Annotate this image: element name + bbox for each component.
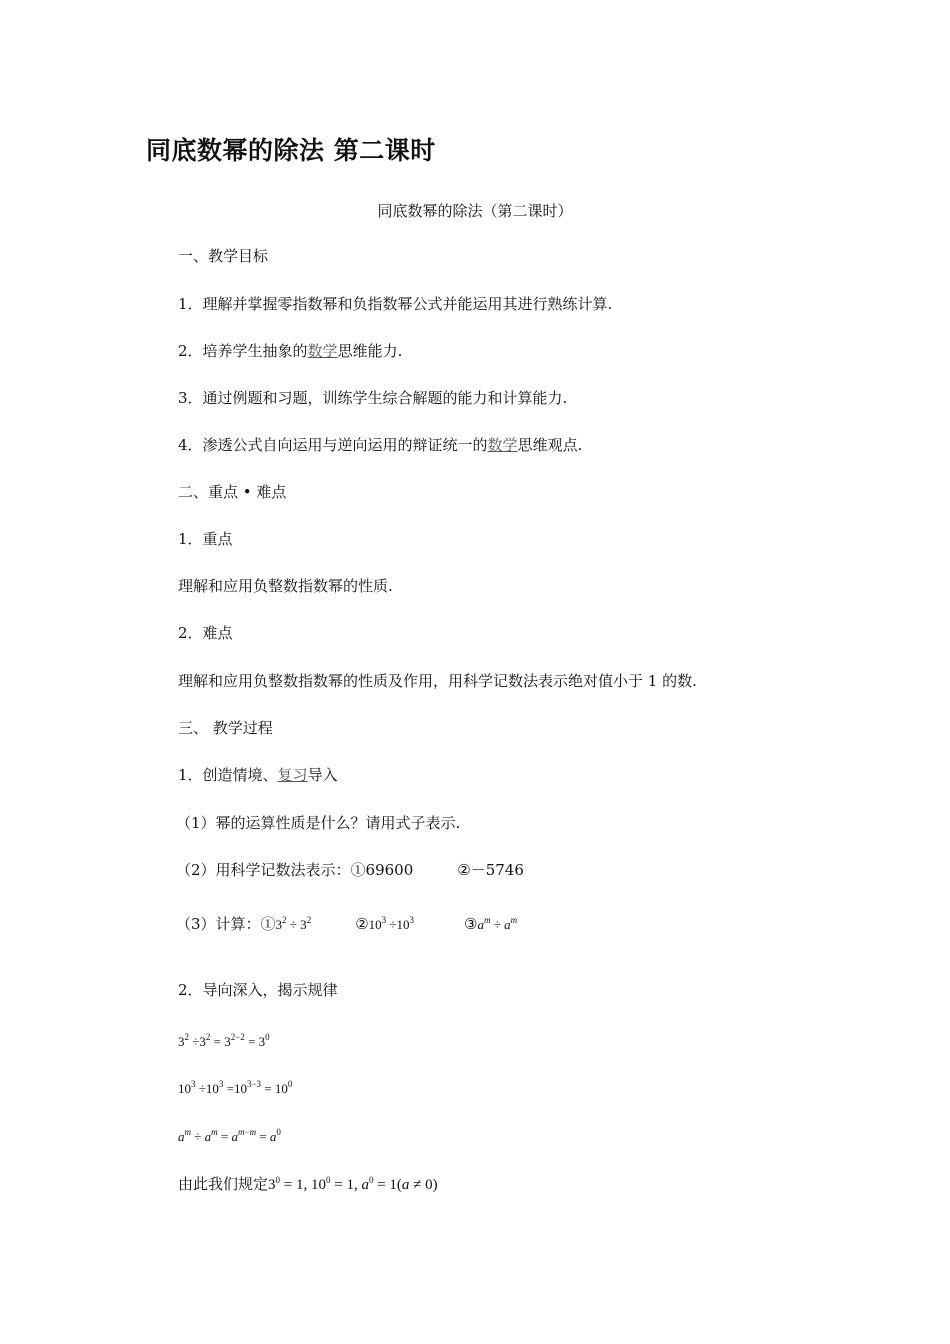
objective-1: 1．理解并掌握零指数幂和负指数幂公式并能运用其进行熟练计算.	[178, 295, 613, 313]
question-2-label: （2）用科学记数法表示：①69600	[176, 861, 414, 879]
expr-3sq-div-3sq: $3^2 \div 3^2$	[275, 915, 312, 932]
objective-4-tail: 思维观点.	[517, 436, 583, 454]
math-link[interactable]: 数学	[307, 342, 338, 360]
objective-4-text: 4．渗透公式自向运用与逆向运用的辩证统一的	[178, 436, 488, 454]
key-point-text: 理解和应用负整数指数幂的性质.	[178, 577, 393, 595]
question-3	[176, 910, 517, 935]
key-point-heading: 1．重点	[178, 530, 233, 548]
math-link[interactable]: 数学	[487, 436, 518, 454]
objective-4	[178, 435, 582, 455]
section-heading-process: 三、 教学过程	[178, 719, 273, 737]
objective-3: 3．通过例题和习题，训练学生综合解题的能力和计算能力.	[178, 389, 568, 407]
question-3-third-label: ③	[464, 915, 478, 933]
difficulty-text: 理解和应用负整数指数幂的性质及作用，用科学记数法表示绝对值小于 1 的数.	[178, 672, 697, 690]
step-1-heading	[178, 765, 338, 785]
rule-formula: $3^0 = 1$, $10^0 = 1$, $a^0 = 1(a \ne 0)$	[268, 1175, 438, 1193]
expr-am-div-am: $a^m \div a^m$	[477, 915, 518, 932]
question-1: （1）幂的运算性质是什么？请用式子表示.	[176, 814, 461, 832]
derivation-line-2: $10^3 \div 10^3 =10^{3-3} = 10^0$	[178, 1079, 293, 1096]
expr-10cube-div-10cube: $10^3 \div 10^3$	[368, 915, 415, 932]
derivation-line-3: $a^m \div a^m = a^{m-m} = a^0$	[178, 1127, 281, 1144]
rule-label: 由此我们规定	[178, 1175, 269, 1193]
objective-2-text: 2．培养学生抽象的	[178, 342, 308, 360]
question-3-second-label: ②	[355, 915, 369, 933]
section-heading-key-points: 二、重点 • 难点	[178, 483, 287, 501]
step-1-tail: 导入	[307, 766, 338, 784]
derivation-line-1: $3^2 \div 3^2 = 3^{2-2} = 3^0$	[178, 1032, 270, 1049]
rule-statement	[178, 1170, 438, 1195]
step-1-text: 1．创造情境、	[178, 766, 278, 784]
objective-2	[178, 341, 402, 361]
review-link[interactable]: 复习	[277, 766, 308, 784]
lesson-subtitle: 同底数幂的除法（第二课时）	[377, 202, 573, 220]
objective-2-tail: 思维能力.	[337, 342, 403, 360]
difficulty-heading: 2．难点	[178, 624, 233, 642]
section-heading-objectives: 一、教学目标	[178, 247, 269, 265]
question-2	[176, 860, 524, 880]
step-2-heading: 2．导向深入，揭示规律	[178, 981, 338, 999]
document-title: 同底数幂的除法 第二课时	[146, 136, 436, 165]
question-3-label: （3）计算：①	[176, 915, 276, 933]
question-2-second: ②－5746	[457, 861, 524, 879]
